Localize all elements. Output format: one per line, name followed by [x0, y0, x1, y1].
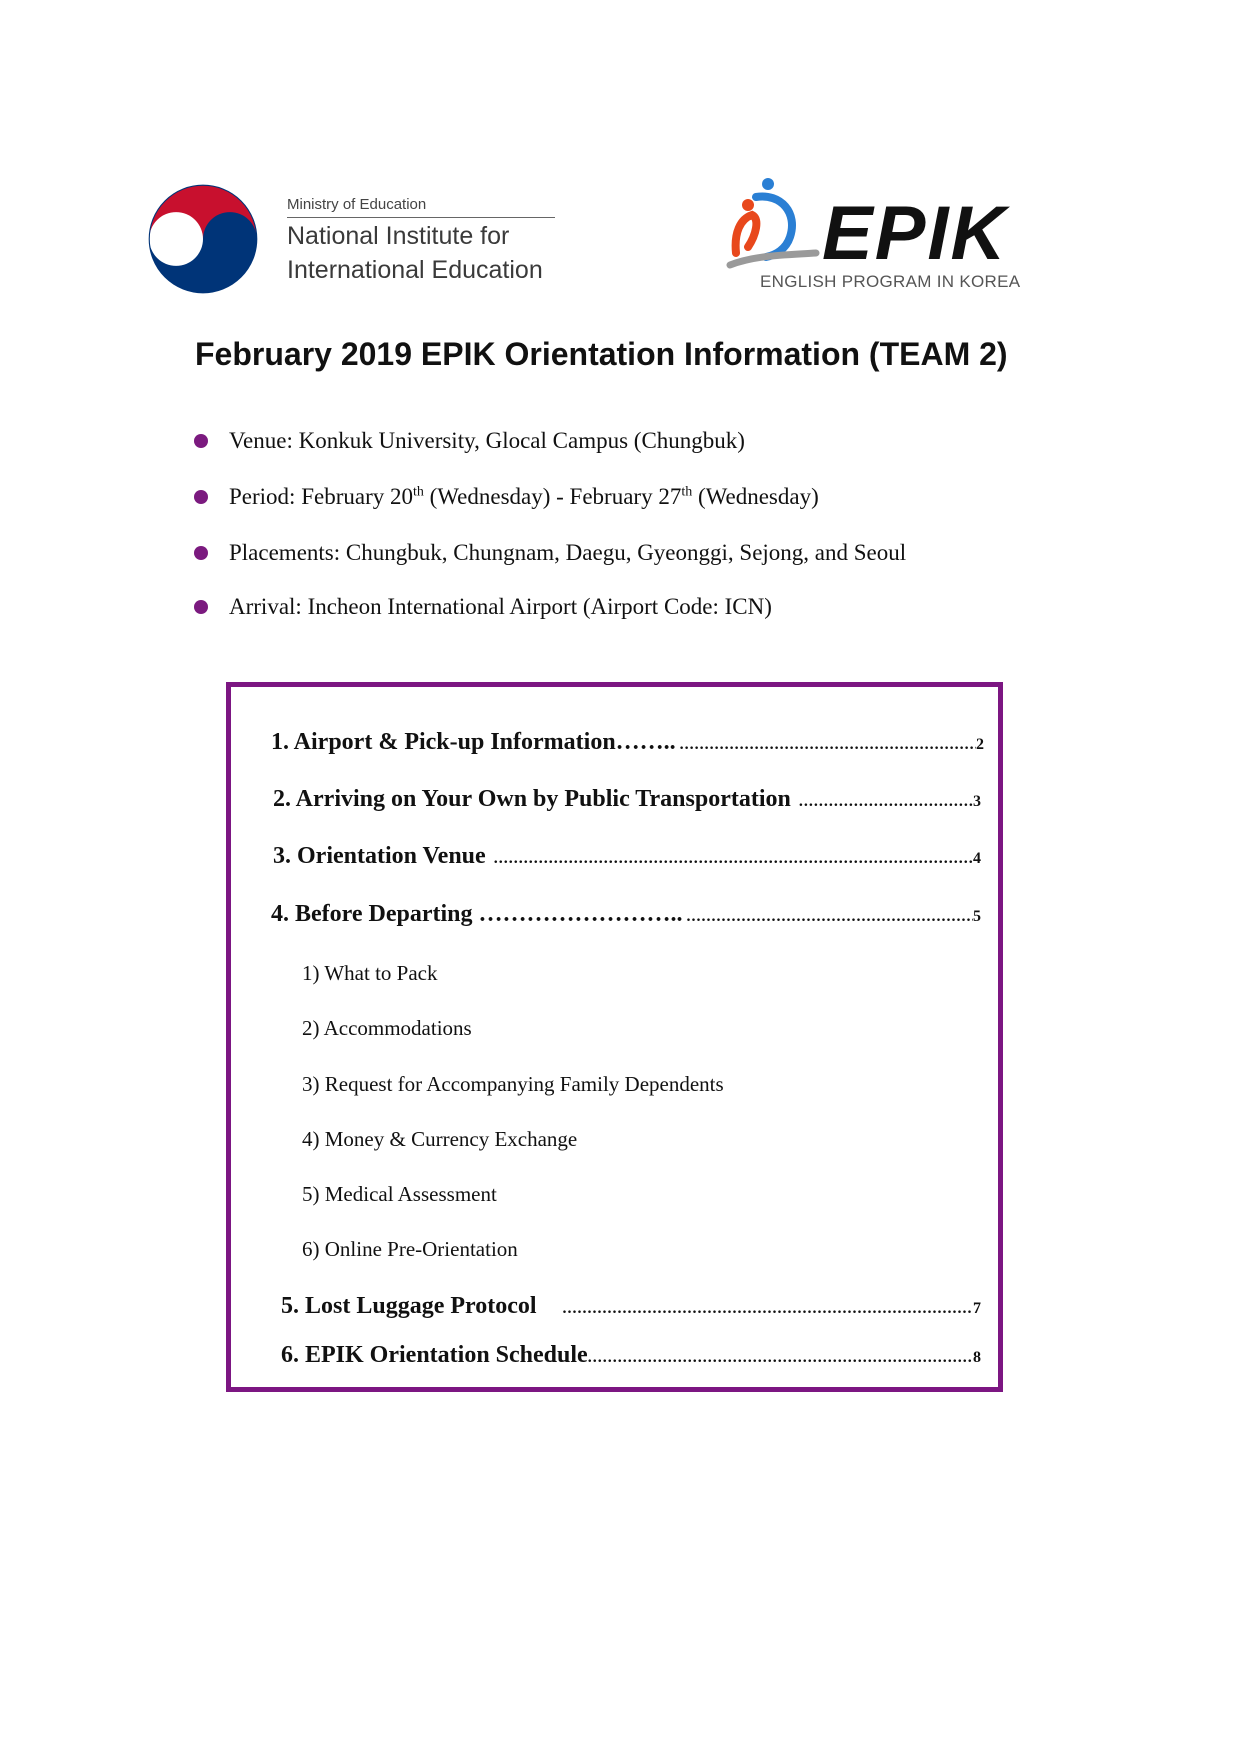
arrival-label: Arrival: — [229, 594, 302, 619]
toc-page-number: 2 — [976, 736, 984, 753]
toc-item-lost-luggage[interactable] — [281, 1293, 981, 1320]
toc-subitem[interactable]: 6) Online Pre-Orientation — [302, 1237, 518, 1261]
toc-leader-dots — [687, 908, 973, 926]
institute-line-1: National Institute for — [287, 222, 510, 250]
bullet-dot-icon — [194, 546, 208, 560]
placements-label: Placements: — [229, 540, 341, 565]
toc-item-label: 2. Arriving on Your Own by Public Transportation — [273, 786, 791, 812]
toc-leader-dots — [799, 793, 973, 811]
epik-wordmark: EPIK — [822, 191, 1008, 276]
toc-item-label: 1. Airport & Pick-up Information…….. — [271, 729, 676, 755]
toc-leader-dots — [494, 850, 973, 868]
toc-page-number: 3 — [973, 793, 981, 810]
venue-label: Venue: — [229, 428, 293, 453]
period-middle: (Wednesday) - February 27 — [429, 484, 682, 509]
period-label: Period: — [229, 484, 296, 509]
period-start-suffix: th — [412, 484, 424, 500]
toc-page-number: 8 — [973, 1349, 981, 1366]
bullet-dot-icon — [194, 600, 208, 614]
venue-text: Konkuk University, Glocal Campus (Chungbuk) — [298, 428, 745, 453]
toc-item-before-departing[interactable] — [271, 901, 981, 928]
toc-leader-dots — [563, 1300, 973, 1318]
table-of-contents — [226, 682, 1003, 1392]
toc-page-number: 4 — [973, 850, 981, 867]
period-start: February 20 — [301, 484, 413, 509]
toc-item-label: 6. EPIK Orientation Schedule — [281, 1342, 588, 1368]
toc-item-label: 3. Orientation Venue — [273, 843, 486, 869]
toc-page-number: 7 — [973, 1300, 981, 1317]
toc-item-orientation-venue[interactable] — [273, 843, 981, 870]
bullet-period — [194, 482, 906, 538]
institute-line-2: International Education — [287, 256, 543, 284]
epik-figures-icon — [726, 175, 826, 280]
placements-text: Chungbuk, Chungnam, Daegu, Gyeonggi, Sejong, and Seoul — [345, 540, 907, 565]
bullet-dot-icon — [194, 434, 208, 448]
toc-subitem[interactable]: 1) What to Pack — [302, 961, 438, 985]
epik-subtitle: ENGLISH PROGRAM IN KOREA — [760, 272, 1021, 291]
bullet-arrival — [194, 592, 906, 648]
toc-item-public-transportation[interactable] — [273, 786, 981, 813]
ministry-of-education-logo-icon — [146, 183, 260, 295]
page-title: February 2019 EPIK Orientation Information (TEAM 2) — [195, 336, 1008, 372]
toc-leader-dots — [588, 1349, 973, 1367]
toc-item-label: 4. Before Departing …………………….. — [271, 901, 683, 927]
info-bullet-list — [194, 426, 906, 648]
toc-item-label: 5. Lost Luggage Protocol — [281, 1293, 537, 1319]
bullet-dot-icon — [194, 490, 208, 504]
period-end: (Wednesday) — [697, 484, 819, 509]
arrival-text: Incheon International Airport (Airport Code: ICN) — [307, 594, 772, 619]
toc-page-number: 5 — [973, 908, 981, 925]
toc-subitem[interactable]: 2) Accommodations — [302, 1016, 472, 1040]
moe-text-block — [287, 196, 555, 286]
ministry-label: Ministry of Education — [287, 196, 555, 218]
toc-subitem[interactable]: 3) Request for Accompanying Family Dependents — [302, 1072, 724, 1096]
toc-leader-dots — [680, 736, 976, 754]
period-end-suffix: th — [681, 484, 693, 500]
toc-item-airport[interactable] — [271, 729, 984, 756]
toc-subitem[interactable]: 5) Medical Assessment — [302, 1182, 497, 1206]
toc-item-orientation-schedule[interactable] — [281, 1342, 981, 1369]
toc-subitem[interactable]: 4) Money & Currency Exchange — [302, 1127, 578, 1151]
bullet-venue — [194, 426, 906, 482]
bullet-placements — [194, 538, 906, 592]
